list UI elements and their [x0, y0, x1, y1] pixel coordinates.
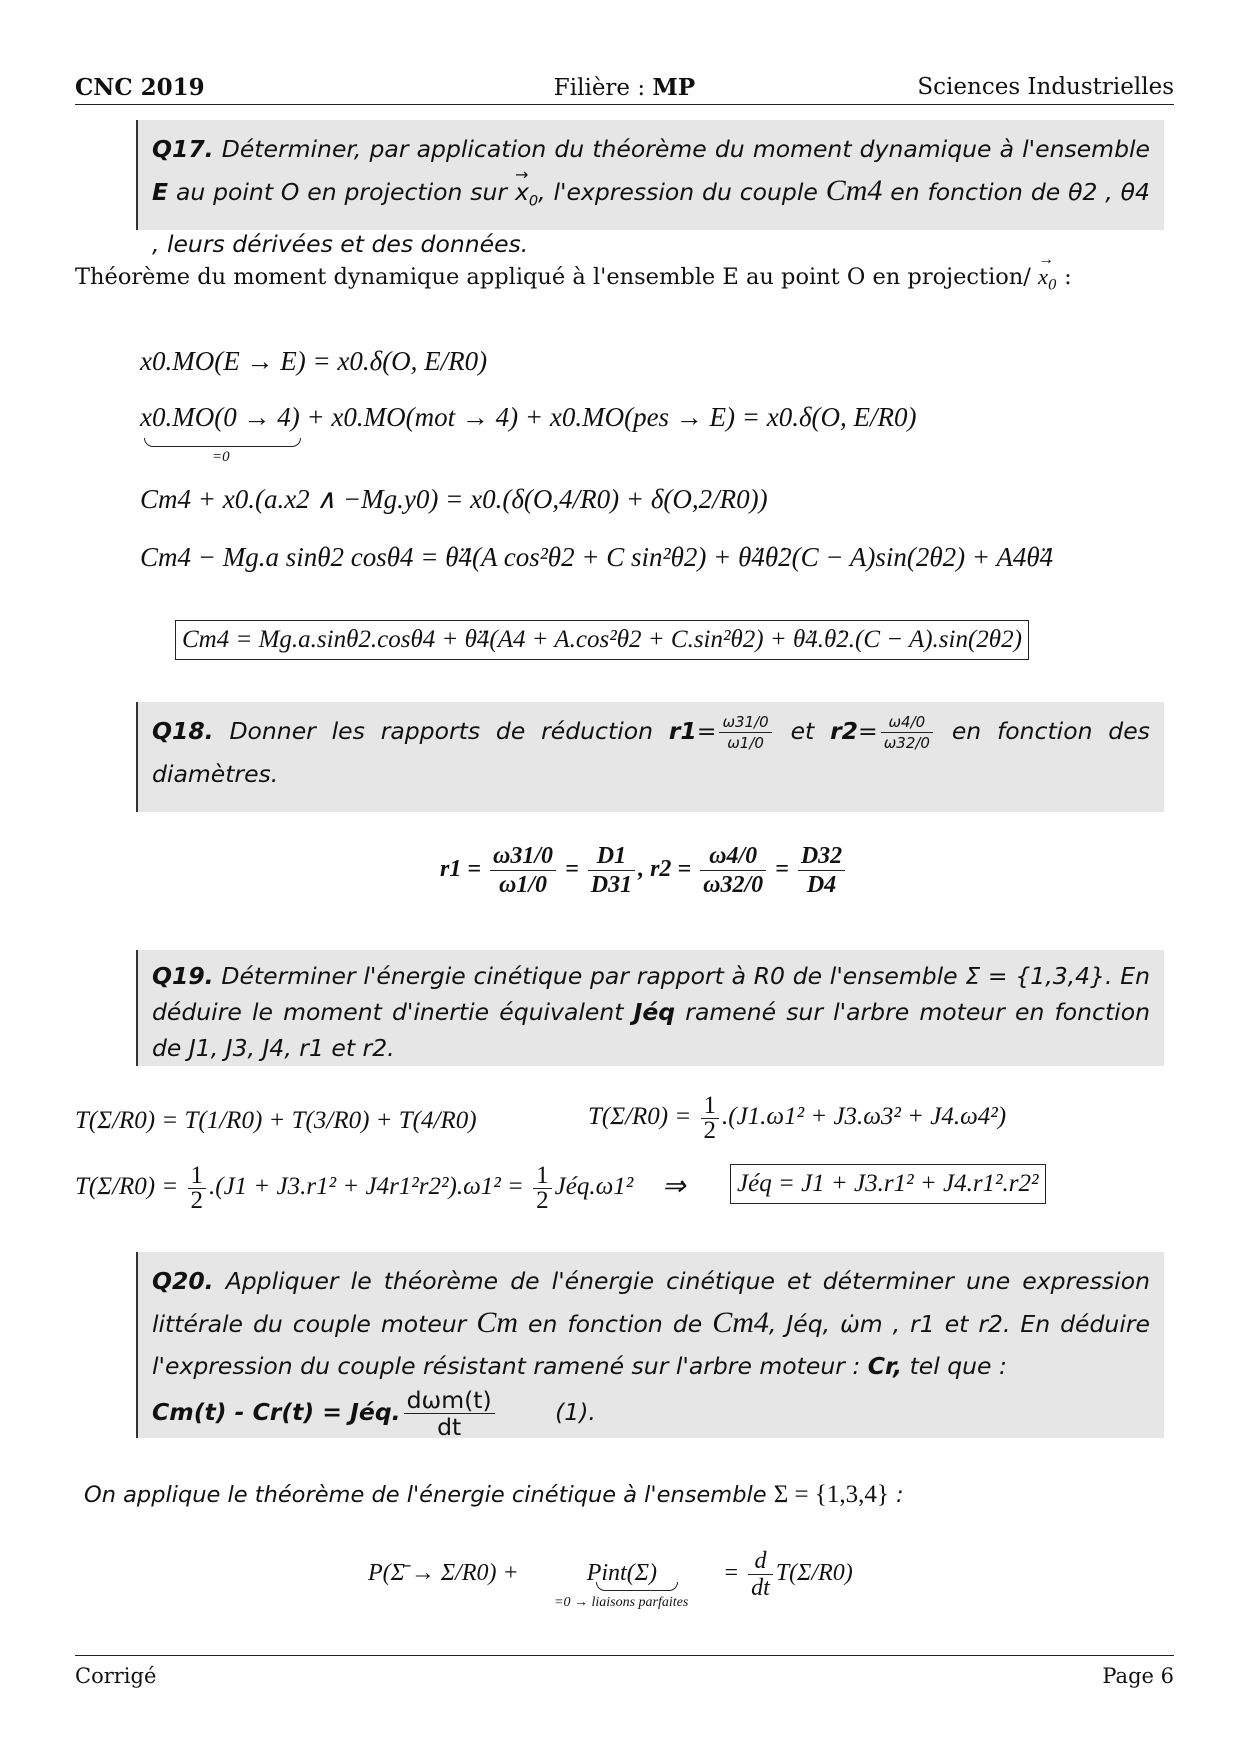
page-number: Page 6 [1102, 1664, 1174, 1688]
result-cm4: Cm4 = Mg.a.sinθ2.cosθ4 + θ̈4(A4 + A.cos²θ2 + C.sin²θ2) + θ̇4.θ̇2.(C − A).sin(2θ2) [175, 620, 1029, 660]
question-17: Q17. Déterminer, par application du théorème du moment dynamique à l'ensemble E au point O en projection sur → $x_0$, l'expression du couple Cm4 en fonction de θ2 , θ4 , leurs dérivées et des données. [136, 120, 1164, 230]
equation-2-underbrace: =0 [212, 449, 230, 465]
underbrace [144, 438, 301, 447]
cm4-symbol: Cm4 [825, 174, 883, 207]
result-jeq: Jéq = J1 + J3.r1² + J4.r1².r2² [730, 1164, 1046, 1204]
equation-underbrace-note: =0 → liaisons parfaites [554, 1595, 689, 1610]
question-number: Q19. [152, 962, 214, 990]
footer-label: Corrigé [75, 1664, 157, 1688]
page-header [75, 72, 1174, 105]
answer-17-intro: Théorème du moment dynamique appliqué à l'ensemble E au point O en projection/ → $x_0$ : [75, 262, 1072, 301]
header-exam: CNC 2019 [75, 74, 205, 101]
question-number: Q17. [152, 135, 214, 163]
set-e: E [152, 178, 169, 206]
question-20: Q20. Appliquer le théorème de l'énergie cinétique et déterminer une expression littérale du couple moteur Cm en fonction de Cm4, Jéq, ω̇m , r1 et r2. En déduire l'expression du couple résistant ramené sur l'arbre moteur : Cr, tel que : Cm(t) - Cr(t) = Jéq. $\frac{\text{dωm(t)}}{dt}$ (1). [136, 1252, 1164, 1438]
equation-kinetic-energy-reduced: T(Σ/R0) = $\frac{1}{2}$ .(J1 + J3.r1² + J4r1²r2²).ω1² = $\frac{1}{2}$ Jéq.ω1² [75, 1162, 634, 1214]
question-18: Q18. Donner les rapports de réduction r1= $\frac{\omega 31/0}{\omega 1/0}$ et r2= $\frac{\omega 4/0}{\omega 32/0}$ en fonction des diamètres. [136, 702, 1164, 812]
equation-4: Cm4 − Mg.a sinθ2 cosθ4 = θ̈4(A cos²θ2 + C sin²θ2) + θ̇4θ̇2(C − A)sin(2θ2) + A4θ̈4 [140, 542, 1054, 572]
equation-kinetic-energy-theorem: P(Σ̄ → Σ/R0) + Pint(Σ) = $\frac{d}{dt}$ T(Σ/R0) [368, 1548, 853, 1601]
underbrace [596, 1582, 678, 1591]
equation-kinetic-energy-expanded: T(Σ/R0) = $\frac{1}{2}$ .(J1.ω1² + J3.ω3² + J4.ω4²) [588, 1092, 1007, 1144]
equation-2: x0.MO(0 → 4) + x0.MO(mot → 4) + x0.MO(pes → E) = x0.δ(O, E/R0) [140, 402, 917, 432]
result-reduction-ratios: r1 = $\frac{\omega 31/0}{\omega 1/0}$ = $\frac{D1}{D31}$ , r2 = $\frac{\omega 4/0}{\omega 32/0}$ = $\frac{D32}{D4}$ [440, 842, 848, 899]
equation-3: Cm4 + x0.(a.x2 ∧ −Mg.y0) = x0.(δ(O,4/R0) + δ(O,2/R0)) [140, 484, 768, 514]
page-footer [75, 1655, 1174, 1688]
answer-20-intro: On applique le théorème de l'énergie cinétique à l'ensemble Σ = {1,3,4} : [84, 1481, 904, 1508]
header-track: Filière : MP [553, 74, 696, 101]
header-subject: Sciences Industrielles [917, 74, 1174, 100]
implies-arrow: ⇒ [662, 1171, 686, 1202]
question-number: Q20. [152, 1267, 214, 1295]
equation-kinetic-energy-sum: T(Σ/R0) = T(1/R0) + T(3/R0) + T(4/R0) [75, 1107, 477, 1134]
equation-1: x0.MO(E → E) = x0.δ(O, E/R0) [140, 346, 488, 376]
question-number: Q18. [152, 717, 214, 745]
question-19: Q19. Déterminer l'énergie cinétique par rapport à R0 de l'ensemble Σ = {1,3,4}. En déduire le moment d'inertie équivalent Jéq ramené sur l'arbre moteur en fonction de J1, J3, J4, r1 et r2. [136, 950, 1164, 1066]
